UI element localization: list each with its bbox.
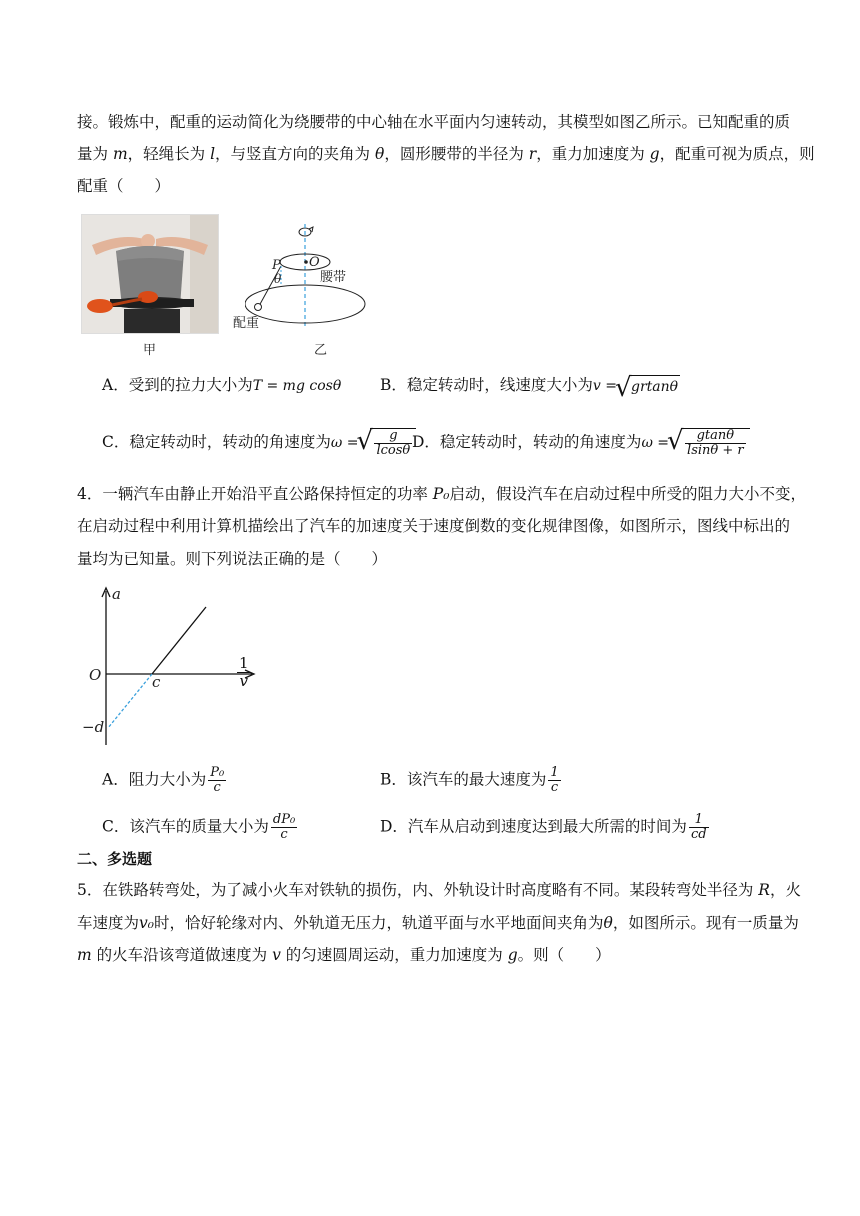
- option-text: D．稳定转动时，转动的角速度为: [412, 433, 642, 451]
- graph-c-label: c: [152, 673, 161, 691]
- q3-line-3: 配重（ ）: [77, 177, 171, 195]
- option-text: B．该汽车的最大速度为: [380, 770, 547, 789]
- q4-line-1: [77, 484, 806, 504]
- denominator: c: [550, 780, 559, 795]
- var-m: m: [112, 145, 128, 163]
- denominator: lcosθ: [376, 443, 411, 458]
- option-text: C．稳定转动时，转动的角速度为: [102, 433, 331, 451]
- graph-line-solid: [152, 607, 206, 674]
- q5-text: 的匀速圆周运动，重力加速度为: [280, 946, 508, 964]
- denominator: cd: [690, 827, 707, 842]
- numerator: 1: [550, 765, 559, 780]
- formula: T = mg cosθ: [252, 378, 342, 394]
- q5-text: 的火车沿该弯道做速度为: [91, 946, 273, 964]
- label-weight: 配重: [233, 316, 260, 331]
- q5-text: 5．在铁路转弯处，为了减小火车对铁轨的损伤，内、外轨设计时高度略有不同。某段转弯处半径为: [77, 881, 759, 899]
- q5-text: ，火: [769, 881, 801, 899]
- var-r: r: [528, 145, 537, 163]
- x-label-denominator: v: [239, 672, 249, 690]
- q3-text: ，圆形腰带的半径为: [384, 145, 529, 163]
- graph-d-label: −d: [82, 718, 105, 736]
- q3-option-b[interactable]: [380, 374, 680, 398]
- q3-text: ，与竖直方向的夹角为: [215, 145, 375, 163]
- q5-text: 时，恰好轮缘对内、外轨道无压力，轨道平面与水平地面间夹角为: [154, 914, 604, 932]
- var-g: g: [649, 145, 660, 163]
- figure-yi-diagram: [245, 222, 375, 334]
- denominator: c: [280, 827, 288, 842]
- q5-line-3: [77, 945, 783, 965]
- q3-option-d[interactable]: [412, 428, 750, 458]
- label-P: P: [272, 258, 281, 273]
- q4-line-3: 量均为已知量。则下列说法正确的是（ ）: [77, 550, 388, 568]
- q3-option-c[interactable]: [102, 428, 416, 458]
- var-theta: θ: [374, 145, 385, 163]
- var-P0: P₀: [432, 485, 450, 503]
- formula-lhs: ω =: [641, 435, 670, 451]
- label-O: O: [309, 255, 320, 270]
- q5-line-1: [77, 880, 801, 900]
- option-text: C．该汽车的质量大小为: [102, 817, 269, 836]
- option-text: D．汽车从启动到速度达到最大所需的时间为: [380, 817, 687, 836]
- q4-option-c[interactable]: [102, 813, 299, 842]
- fraction: [208, 766, 226, 795]
- q3-text: ，轻绳长为: [127, 145, 211, 163]
- graph-origin-label: O: [89, 666, 102, 684]
- denominator: lsinθ + r: [687, 443, 744, 458]
- graph-y-label: a: [112, 585, 121, 603]
- numerator: P₀: [210, 765, 225, 780]
- formula-lhs: ω =: [330, 435, 359, 451]
- fraction: [271, 813, 297, 842]
- q4-option-a[interactable]: [102, 766, 228, 795]
- q3-line-2: [77, 144, 815, 164]
- sqrt-sign: [617, 375, 680, 398]
- fraction: [374, 429, 412, 458]
- q5-text: 。则（ ）: [517, 946, 611, 964]
- var-g: g: [507, 946, 518, 964]
- q3-text: ，重力加速度为: [536, 145, 650, 163]
- graph-line-dashed: [108, 674, 152, 728]
- q3-text: 量为: [77, 145, 113, 163]
- x-label-numerator: 1: [239, 654, 249, 672]
- exercise-person-illustration: [82, 215, 218, 333]
- graph-x-label: [237, 655, 251, 690]
- fraction: [689, 813, 709, 842]
- q5-text: 车速度为: [77, 914, 140, 932]
- q4-option-b[interactable]: [380, 766, 563, 795]
- option-text: B．稳定转动时，线速度大小为: [380, 376, 593, 394]
- label-theta: θ: [274, 272, 282, 286]
- radicand: grtanθ: [629, 375, 680, 398]
- formula-lhs: v =: [592, 378, 617, 394]
- var-theta: θ: [603, 914, 613, 932]
- q3-line-1: [77, 112, 791, 132]
- var-m: m: [77, 946, 92, 964]
- q4-option-d[interactable]: [380, 813, 711, 842]
- section-heading-multiple-choice: 二、多选题: [77, 850, 153, 868]
- fraction: [548, 766, 560, 795]
- numerator: 1: [689, 813, 709, 828]
- var-R: R: [758, 881, 770, 899]
- var-v0: v₀: [139, 914, 154, 932]
- q4-line-2: 在启动过程中利用计算机描绘出了汽车的加速度关于速度倒数的变化规律图像，如图所示，图线中标出的: [77, 517, 791, 535]
- q5-text: ，如图所示。现有一质量为: [612, 914, 799, 932]
- q4-text: 启动，假设汽车在启动过程中所受的阻力大小不变，: [449, 485, 806, 503]
- q3-text: 接。锻炼中，配重的运动简化为绕腰带的中心轴在水平面内匀速转动，其模型如图乙所示。已知配重的质: [77, 113, 791, 131]
- sqrt-sign: [358, 428, 416, 458]
- figure-caption-jia: 甲: [143, 343, 157, 358]
- option-text: A．阻力大小为: [102, 770, 207, 789]
- var-v: v: [272, 946, 281, 964]
- label-belt: 腰带: [320, 270, 347, 285]
- figure-caption-yi: 乙: [314, 343, 328, 358]
- q4-text: 4．一辆汽车由静止开始沿平直公路保持恒定的功率: [77, 485, 433, 503]
- numerator: dP₀: [272, 812, 296, 827]
- q3-option-a[interactable]: [102, 374, 341, 397]
- option-text: A．受到的拉力大小为: [102, 376, 253, 394]
- denominator: c: [213, 780, 221, 795]
- numerator: √ gtanθ: [685, 429, 746, 444]
- var-l: l: [210, 145, 216, 163]
- q3-text: ，配重可视为质点，则: [659, 145, 815, 163]
- sqrt-sign: [669, 428, 750, 458]
- fraction: [685, 429, 746, 458]
- figure-jia-photo: [81, 214, 219, 334]
- numerator: √ g: [374, 429, 412, 444]
- q5-line-2: [77, 913, 799, 933]
